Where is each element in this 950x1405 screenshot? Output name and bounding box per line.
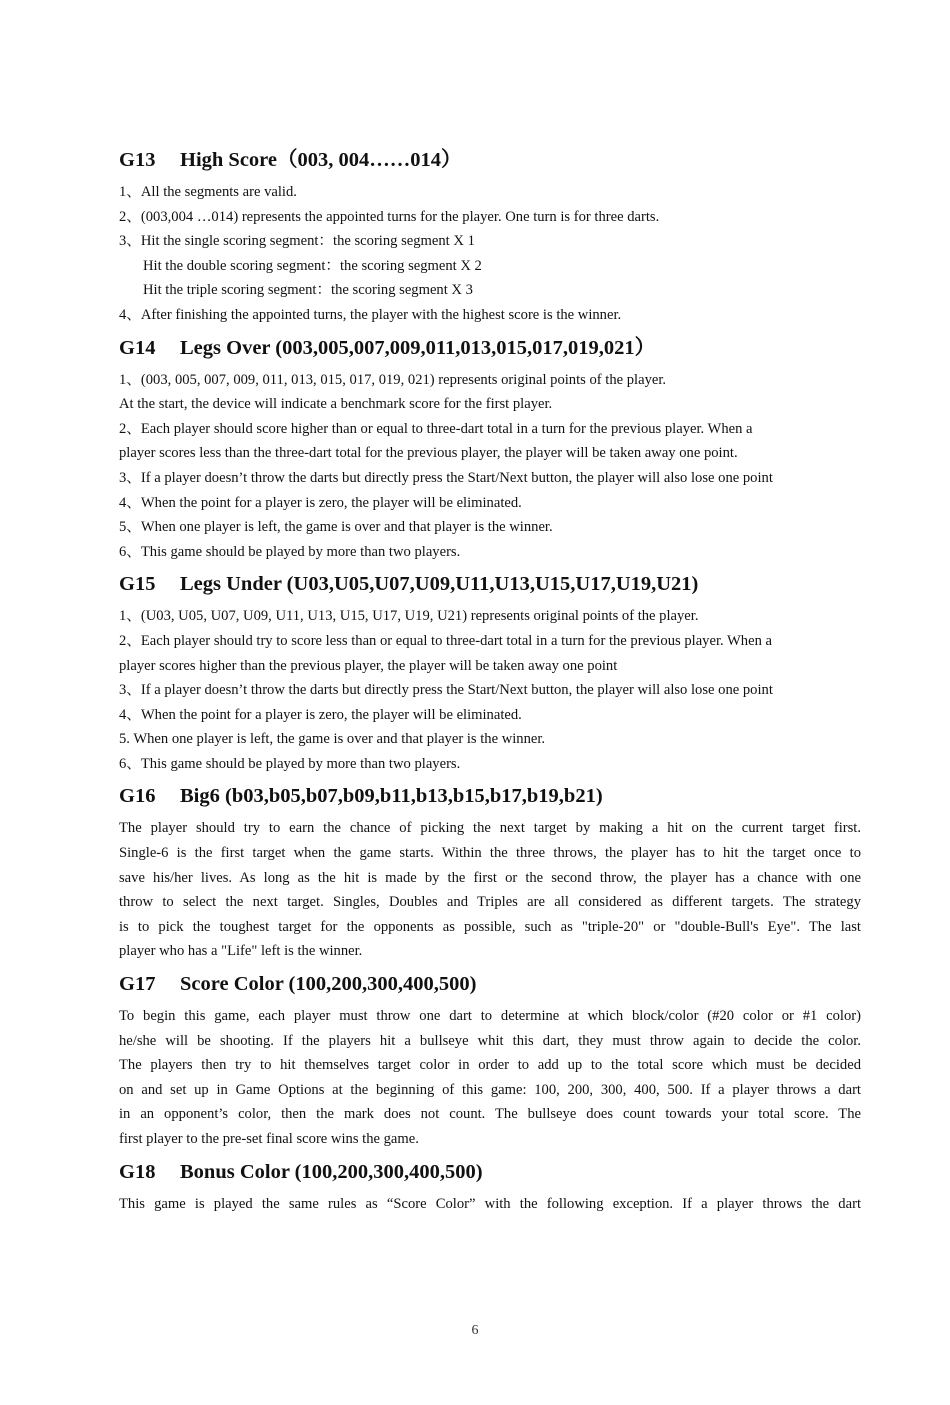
section-g15 bbox=[119, 570, 861, 782]
paragraph-line: Single-6 is the first target when the game starts. Within the three throws, the player has to hit the target once to bbox=[119, 845, 861, 862]
paragraph-line: The players then try to hit themselves target color in order to add up to the total score which must be decided bbox=[119, 1057, 861, 1074]
section-heading bbox=[119, 570, 861, 598]
section-code: G14 bbox=[119, 336, 156, 359]
paragraph-line: first player to the pre-set final score wins the game. bbox=[119, 1131, 419, 1147]
section-code: G16 bbox=[119, 785, 156, 808]
paragraph-line: The player should try to earn the chance of picking the next target by making a hit on the current target first. bbox=[119, 820, 861, 837]
paragraph-line: save his/her lives. As long as the hit is made by the first or the second throw, the player has a chance with one bbox=[119, 869, 861, 886]
section-g13 bbox=[119, 146, 861, 334]
section-title: Bonus Color (100,200,300,400,500) bbox=[180, 1160, 483, 1183]
section-code: G17 bbox=[119, 973, 156, 996]
section-g18 bbox=[119, 1158, 861, 1217]
list-item: 4、After finishing the appointed turns, the player with the highest score is the winner. bbox=[119, 306, 622, 323]
list-item: player scores less than the three-dart total for the previous player, the player will be taken away one point. bbox=[119, 445, 738, 462]
section-title: Legs Over (003,005,007,009,011,013,015,017,019,021） bbox=[180, 336, 656, 359]
list-item: 5. When one player is left, the game is over and that player is the winner. bbox=[119, 731, 546, 748]
paragraph-line: is to pick the toughest target for the opponents as possible, such as "triple-20" or "double-Bull's Eye". The last bbox=[119, 918, 861, 935]
list-item: Hit the triple scoring segment：the scoring segment X 3 bbox=[143, 282, 473, 299]
list-item: Hit the double scoring segment：the scoring segment X 2 bbox=[143, 257, 482, 274]
section-g14 bbox=[119, 334, 861, 571]
list-item: 1、All the segments are valid. bbox=[119, 184, 297, 200]
paragraph-line: on and set up in Game Options at the beginning of this game: 100, 200, 300, 400, 500. If a player throws a dart bbox=[119, 1081, 861, 1098]
paragraph-line: player who has a "Life" left is the winner. bbox=[119, 943, 363, 960]
section-code: G15 bbox=[119, 573, 156, 596]
list-item: 1、(003, 005, 007, 009, 011, 013, 015, 017, 019, 021) represents original points of the player. bbox=[119, 371, 667, 388]
list-item: 4、When the point for a player is zero, the player will be eliminated. bbox=[119, 706, 522, 723]
list-item: 3、If a player doesn’t throw the darts but directly press the Start/Next button, the player will also lose one point bbox=[119, 682, 773, 699]
paragraph-line: To begin this game, each player must throw one dart to determine at which block/color (#20 color or #1 color) bbox=[119, 1008, 861, 1025]
paragraph-line: in an opponent’s color, then the mark does not count. The bullseye does count towards your total score. The bbox=[119, 1106, 861, 1123]
section-heading bbox=[119, 1158, 861, 1186]
paragraph-line: throw to select the next target. Singles, Doubles and Triples are all considered as different targets. The strategy bbox=[119, 894, 861, 911]
paragraph-line: This game is played the same rules as “Score Color” with the following exception. If a player throws the dart bbox=[119, 1195, 861, 1212]
section-code: G13 bbox=[119, 149, 156, 171]
section-code: G18 bbox=[119, 1160, 156, 1183]
paragraph-line: he/she will be shooting. If the players hit a bullseye whit this dart, they must throw again to decide the color. bbox=[119, 1032, 861, 1049]
list-item: 4、When the point for a player is zero, the player will be eliminated. bbox=[119, 494, 522, 511]
list-item: 5、When one player is left, the game is over and that player is the winner. bbox=[119, 519, 553, 536]
list-item: 2、(003,004 …014) represents the appointed turns for the player. One turn is for three darts. bbox=[119, 208, 660, 225]
section-title: High Score（003, 004……014） bbox=[180, 149, 462, 171]
list-item: 6、This game should be played by more than two players. bbox=[119, 755, 461, 772]
section-heading bbox=[119, 146, 861, 174]
section-title: Big6 (b03,b05,b07,b09,b11,b13,b15,b17,b19,b21) bbox=[180, 785, 603, 808]
list-item: player scores higher than the previous player, the player will be taken away one point bbox=[119, 657, 618, 674]
section-title: Score Color (100,200,300,400,500) bbox=[180, 973, 477, 996]
list-item: 3、Hit the single scoring segment：the scoring segment X 1 bbox=[119, 233, 475, 250]
list-item: 2、Each player should try to score less than or equal to three-dart total in a turn for the previous player. When a bbox=[119, 632, 772, 649]
section-heading bbox=[119, 782, 861, 810]
section-paragraph bbox=[119, 1004, 861, 1152]
section-heading bbox=[119, 334, 861, 362]
list-item: At the start, the device will indicate a benchmark score for the first player. bbox=[119, 396, 553, 413]
section-g17 bbox=[119, 970, 861, 1158]
list-item: 2、Each player should score higher than or equal to three-dart total in a turn for the previous player. When a bbox=[119, 420, 753, 437]
list-item: 1、(U03, U05, U07, U09, U11, U13, U15, U17, U19, U21) represents original points of the player. bbox=[119, 608, 699, 625]
list-item: 6、This game should be played by more than two players. bbox=[119, 543, 461, 560]
page-number: 6 bbox=[471, 1323, 479, 1338]
section-g16 bbox=[119, 782, 861, 970]
section-title: Legs Under (U03,U05,U07,U09,U11,U13,U15,U17,U19,U21) bbox=[180, 573, 699, 596]
section-paragraph bbox=[119, 1192, 861, 1217]
section-paragraph bbox=[119, 816, 861, 964]
list-item: 3、If a player doesn’t throw the darts but directly press the Start/Next button, the player will also lose one point bbox=[119, 469, 773, 486]
page-content bbox=[119, 146, 861, 1216]
section-heading bbox=[119, 970, 861, 998]
